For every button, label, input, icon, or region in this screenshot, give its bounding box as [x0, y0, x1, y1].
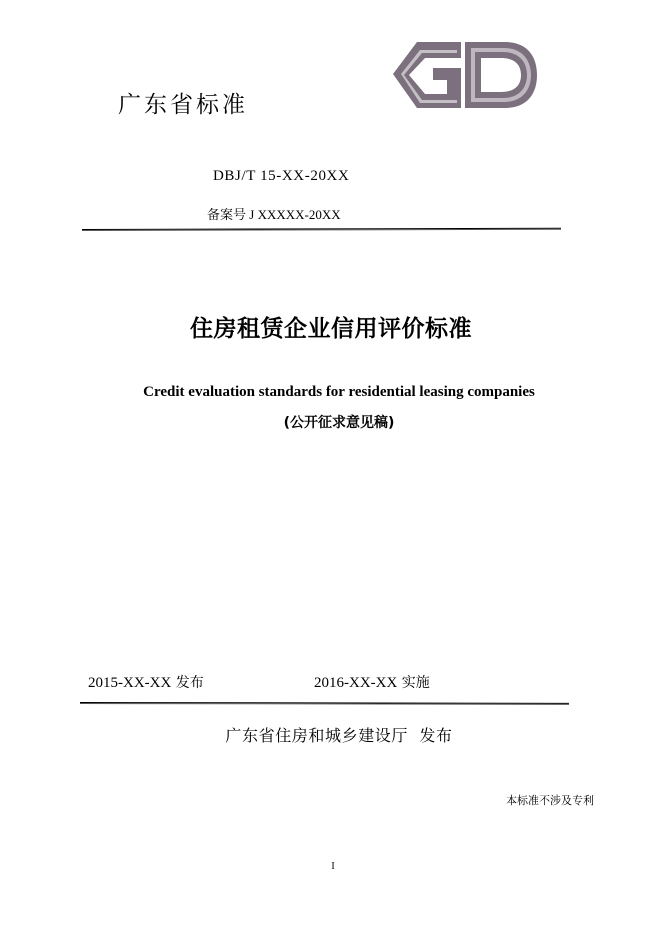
document-title-chinese: 住房租赁企业信用评价标准 [190, 316, 472, 342]
header-divider-shadow [82, 229, 561, 231]
page-number: I [331, 861, 335, 872]
issue-label: 发布 [175, 675, 204, 691]
patent-note: 本标准不涉及专利 [506, 794, 594, 807]
record-label: 备案号 [207, 208, 247, 223]
issue-date-line [88, 672, 204, 692]
publisher-line: 广东省住房和城乡建设厅 发布 [225, 726, 453, 745]
footer-divider-shadow [80, 703, 569, 705]
record-number: J XXXXX-20XX [249, 207, 341, 222]
province-standard-heading: 广东省标准 [118, 92, 248, 118]
issue-date: 2015-XX-XX [88, 675, 172, 691]
document-title-english: Credit evaluation standards for residential leasing companies [143, 384, 535, 400]
implementation-date: 2016-XX-XX [314, 675, 398, 691]
implementation-label: 实施 [401, 675, 430, 691]
implementation-date-line [314, 672, 430, 692]
gd-logo [387, 38, 539, 112]
draft-note: (公开征求意见稿) [283, 415, 395, 431]
standard-number: DBJ/T 15-XX-20XX [213, 168, 350, 184]
record-number-line [207, 204, 341, 223]
